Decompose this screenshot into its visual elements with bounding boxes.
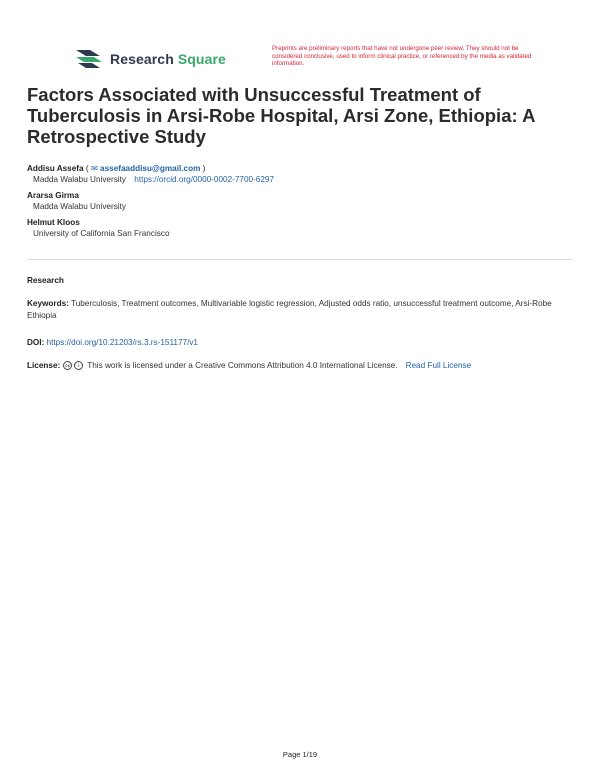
- section-divider: [27, 259, 573, 260]
- orcid-link[interactable]: https://orcid.org/0000-0002-7700-6297: [134, 175, 275, 184]
- author-email-link[interactable]: assefaaddisu@gmail.com: [100, 164, 201, 173]
- research-square-logo[interactable]: [74, 48, 226, 70]
- author-affiliation: Madda Walabu University: [33, 175, 126, 184]
- keywords: [27, 298, 567, 322]
- keywords-text: Tuberculosis, Treatment outcomes, Multivariable logistic regression, Adjusted odds ratio, unsuccessful treatment outcome, Arsi-Robe Ethiopia: [27, 299, 552, 320]
- author-name: Addisu Assefa: [27, 164, 84, 173]
- by-icon: i: [74, 361, 83, 370]
- author-list: [27, 163, 274, 244]
- cc-icon: cc: [65, 363, 71, 368]
- author-name: Helmut Kloos: [27, 218, 80, 227]
- license-label: License:: [27, 361, 61, 370]
- doi-link[interactable]: https://doi.org/10.21203/rs.3.rs-151177/v1: [46, 338, 198, 347]
- logo-text: Research Square: [110, 51, 226, 67]
- author-name: Ararsa Girma: [27, 191, 79, 200]
- preprint-disclaimer: Preprints are preliminary reports that have not undergone peer review. They should not be considered conclusive, used to inform clinical practice, or referenced by the media as validated information.: [272, 45, 532, 68]
- keywords-label: Keywords:: [27, 299, 69, 308]
- paper-title: Factors Associated with Unsuccessful Treatment of Tuberculosis in Arsi-Robe Hospital, Arsi Zone, Ethiopia: A Retrospective Study: [27, 84, 535, 147]
- author-3: [27, 217, 274, 239]
- article-type: Research: [27, 276, 64, 285]
- author-affiliation: University of California San Francisco: [33, 229, 170, 238]
- author-1: Addisu Assefa ( ✉ assefaaddisu@gmail.com ) Madda Walabu University https://orcid.org/0000-0002-7700-6297: [27, 164, 275, 184]
- license-text: This work is licensed under a Creative Commons Attribution 4.0 International License.: [87, 361, 398, 370]
- envelope-icon: ✉: [90, 164, 98, 173]
- read-full-license-link[interactable]: Read Full License: [405, 361, 472, 370]
- doi: [27, 338, 198, 347]
- doi-label: DOI:: [27, 338, 45, 347]
- author-affiliation: Madda Walabu University: [33, 202, 126, 211]
- author-2: [27, 190, 274, 212]
- license: [27, 361, 471, 370]
- research-square-logo-icon: [74, 48, 104, 70]
- page-number: Page 1/19: [282, 750, 318, 759]
